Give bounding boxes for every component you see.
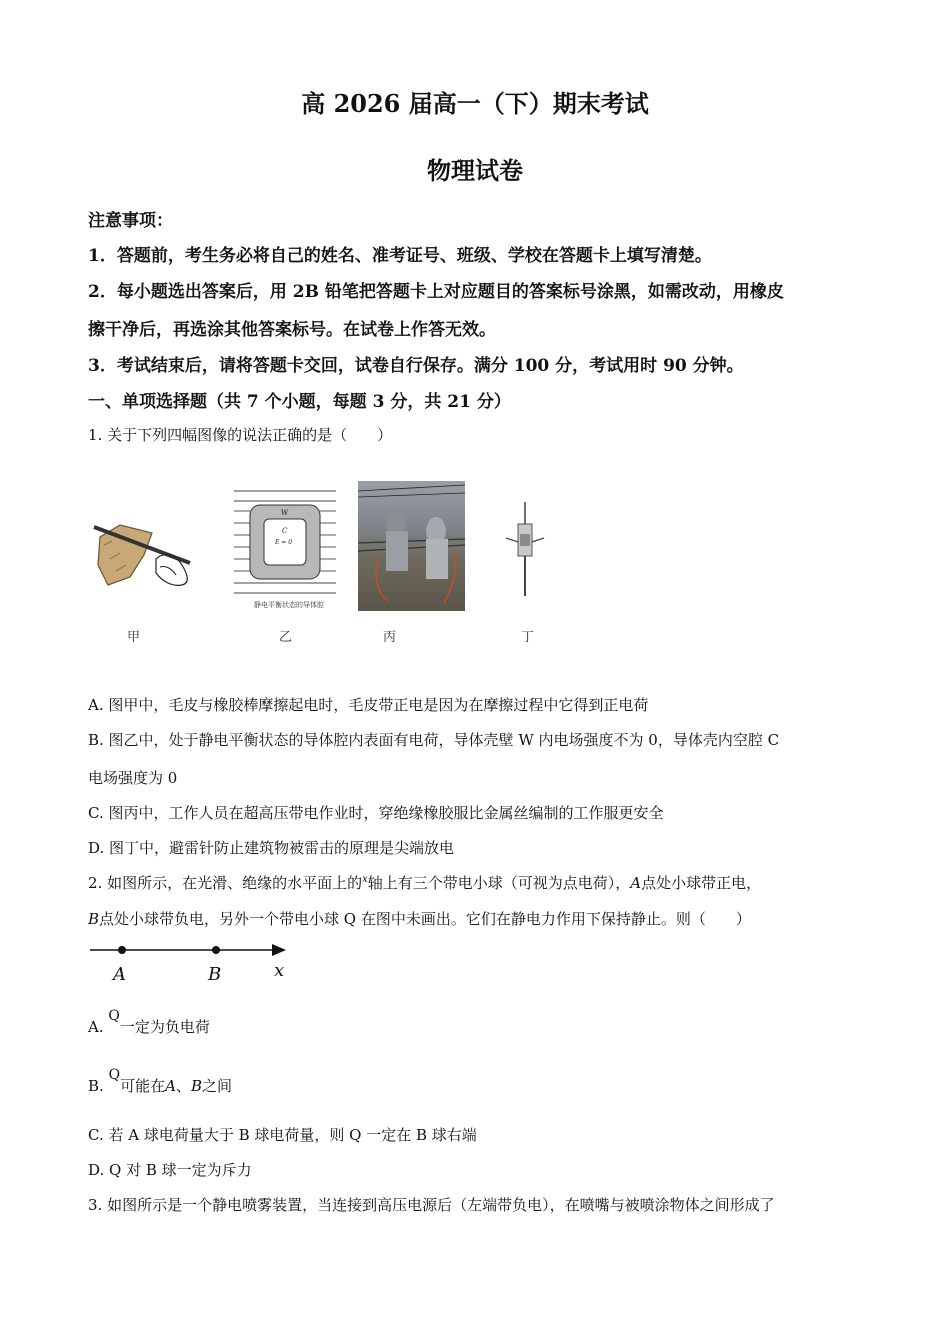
fig-yi-e-label: E = 0 bbox=[275, 539, 293, 546]
q1-option-b-line1: B. 图乙中，处于静电平衡状态的导体腔内表面有电荷，导体壳壁 W 内电场强度不为 0，导体壳内空腔 C bbox=[88, 731, 780, 749]
exam-title: 高 2026 届高一（下）期末考试 bbox=[301, 89, 649, 118]
fig-yi-c-label: C bbox=[282, 527, 288, 535]
fig-yi-conductor-cavity bbox=[232, 485, 338, 610]
section-heading: 一、单项选择题（共 7 个小题，每题 3 分，共 21 分） bbox=[88, 392, 511, 412]
q1-option-b-line2: 电场强度为 0 bbox=[88, 769, 178, 787]
fig-jia-caption: 甲 bbox=[127, 630, 141, 645]
exam-subtitle: 物理试卷 bbox=[427, 156, 523, 185]
fig-bing-photo bbox=[358, 481, 465, 611]
notice-heading: 注意事项： bbox=[88, 211, 173, 231]
point-a-dot bbox=[118, 946, 126, 954]
q1-option-c: C. 图丙中，工作人员在超高压带电作业时，穿绝缘橡胶服比金属丝编制的工作服更安全 bbox=[88, 804, 664, 822]
fig-yi-sub-label: 静电平衡状态的导体腔 bbox=[254, 601, 324, 609]
q1-option-a: A. 图甲中，毛皮与橡胶棒摩擦起电时，毛皮带正电是因为在摩擦过程中它得到正电荷 bbox=[88, 696, 649, 714]
q2-option-b: B. Q可能在A、B之间 bbox=[88, 1067, 232, 1095]
q2-x-axis-figure bbox=[88, 938, 308, 986]
q2-option-a: A. Q一定为负电荷 bbox=[88, 1008, 210, 1036]
notice-item-1: 1．答题前，考生务必将自己的姓名、准考证号、班级、学校在答题卡上填写清楚。 bbox=[88, 246, 712, 266]
notice-item-2-line2: 擦干净后，再选涂其他答案标号。在试卷上作答无效。 bbox=[88, 320, 496, 340]
notice-item-2-line1: 2．每小题选出答案后，用 2B 铅笔把答题卡上对应题目的答案标号涂黑，如需改动，用橡皮 bbox=[88, 282, 784, 302]
point-b-dot bbox=[212, 946, 220, 954]
q2-stem-line1: 2. 如图所示，在光滑、绝缘的水平面上的$^x$轴上有三个带电小球（可视为点电荷），A点处小球带正电， bbox=[88, 874, 762, 892]
fig-ding-caption: 丁 bbox=[521, 630, 535, 645]
q2-stem-line2: B点处小球带负电，另外一个带电小球 Q 在图中未画出。它们在静电力作用下保持静止。则（ ） bbox=[88, 910, 751, 928]
fig-yi-w-label: W bbox=[281, 509, 289, 517]
fig-yi-caption: 乙 bbox=[279, 630, 293, 645]
q1-stem: 1. 关于下列四幅图像的说法正确的是（ ） bbox=[88, 426, 393, 444]
q3-stem: 3. 如图所示是一个静电喷雾装置，当连接到高压电源后（左端带负电），在喷嘴与被喷涂物体之间形成了 bbox=[88, 1196, 775, 1214]
q1-option-d: D. 图丁中，避雷针防止建筑物被雷击的原理是尖端放电 bbox=[88, 839, 455, 857]
axis-label-b: B bbox=[208, 964, 222, 985]
fig-bing-caption: 丙 bbox=[383, 630, 397, 645]
fig-jia-rubbing-illustration bbox=[90, 515, 200, 595]
axis-label-x: x bbox=[274, 960, 285, 981]
q2-option-c: C. 若 A 球电荷量大于 B 球电荷量，则 Q 一定在 B 球右端 bbox=[88, 1126, 477, 1144]
axis-label-a: A bbox=[113, 964, 126, 985]
notice-item-3: 3．考试结束后，请将答题卡交回，试卷自行保存。满分 100 分，考试用时 90 分钟。 bbox=[88, 356, 744, 376]
fig-ding-lightning-rod bbox=[500, 500, 550, 600]
q2-option-d: D. Q 对 B 球一定为斥力 bbox=[88, 1161, 252, 1179]
